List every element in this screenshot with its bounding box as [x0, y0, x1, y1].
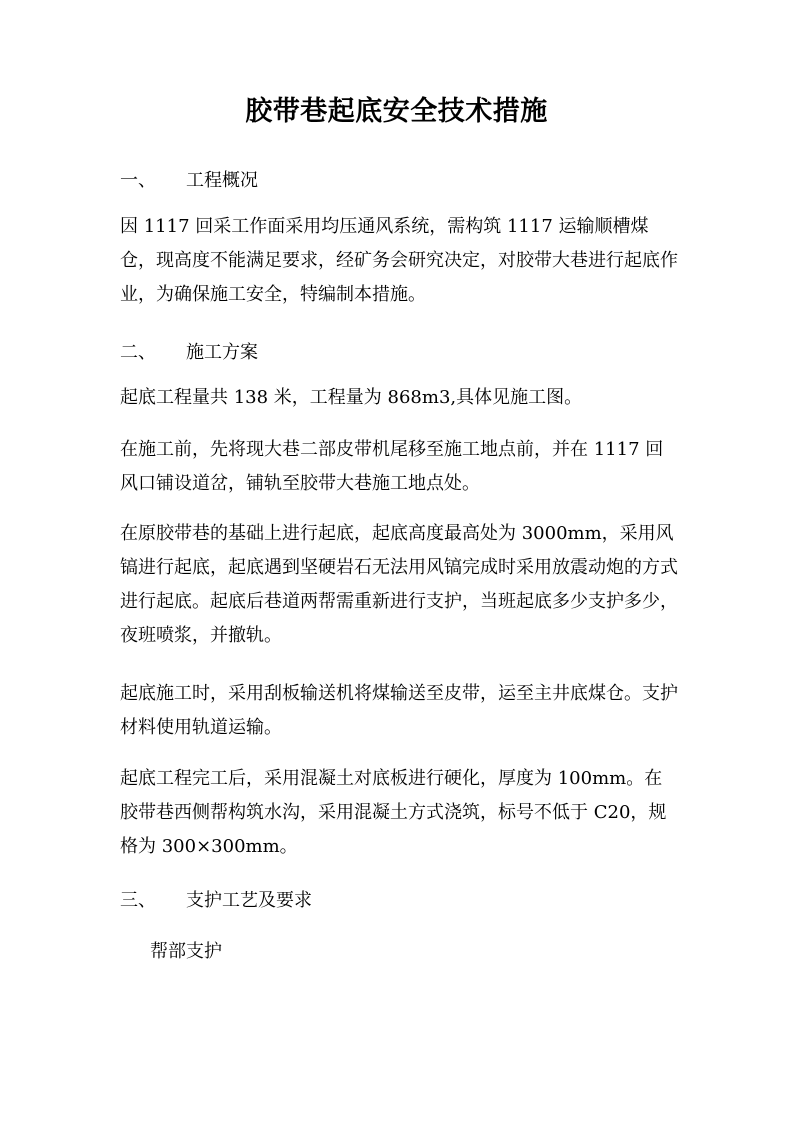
section-title: 支护工艺及要求	[186, 890, 312, 911]
section-heading-2	[120, 340, 258, 366]
subsection-heading: 帮部支护	[150, 941, 222, 962]
paragraph: 起底施工时，采用刮板输送机将煤输送至皮带，运至主井底煤仓。支护材料使用轨道运输。	[120, 683, 678, 738]
section-heading-1	[120, 168, 258, 194]
section-title: 施工方案	[186, 342, 258, 363]
paragraph: 因 1117 回采工作面采用均压通风系统，需构筑 1117 运输顺槽煤仓，现高度不能满足要求，经矿务会研究决定，对胶带大巷进行起底作业，为确保施工安全，特编制本措施。	[120, 216, 678, 305]
paragraph: 在原胶带巷的基础上进行起底，起底高度最高处为 3000mm，采用风镐进行起底，起底遇到坚硬岩石无法用风镐完成时采用放震动炮的方式进行起底。起底后巷道两帮需重新进行支护，当班起底多少支护多少，夜班喷浆，并撤轨。	[120, 523, 678, 646]
section-number: 一、	[120, 170, 156, 191]
paragraph: 起底工程完工后，采用混凝土对底板进行硬化，厚度为 100mm。在胶带巷西侧帮构筑水沟，采用混凝土方式浇筑，标号不低于 C20，规格为 300×300mm。	[120, 768, 667, 857]
section-title: 工程概况	[186, 170, 258, 191]
paragraph: 在施工前，先将现大巷二部皮带机尾移至施工地点前，并在 1117 回风口铺设道岔，铺轨至胶带大巷施工地点处。	[120, 439, 664, 494]
section-number: 二、	[120, 342, 156, 363]
section-heading-3	[120, 888, 312, 914]
document-title: 胶带巷起底安全技术措施	[245, 96, 548, 127]
section-number: 三、	[120, 890, 156, 911]
paragraph: 起底工程量共 138 米，工程量为 868m3,具体见施工图。	[120, 387, 583, 408]
